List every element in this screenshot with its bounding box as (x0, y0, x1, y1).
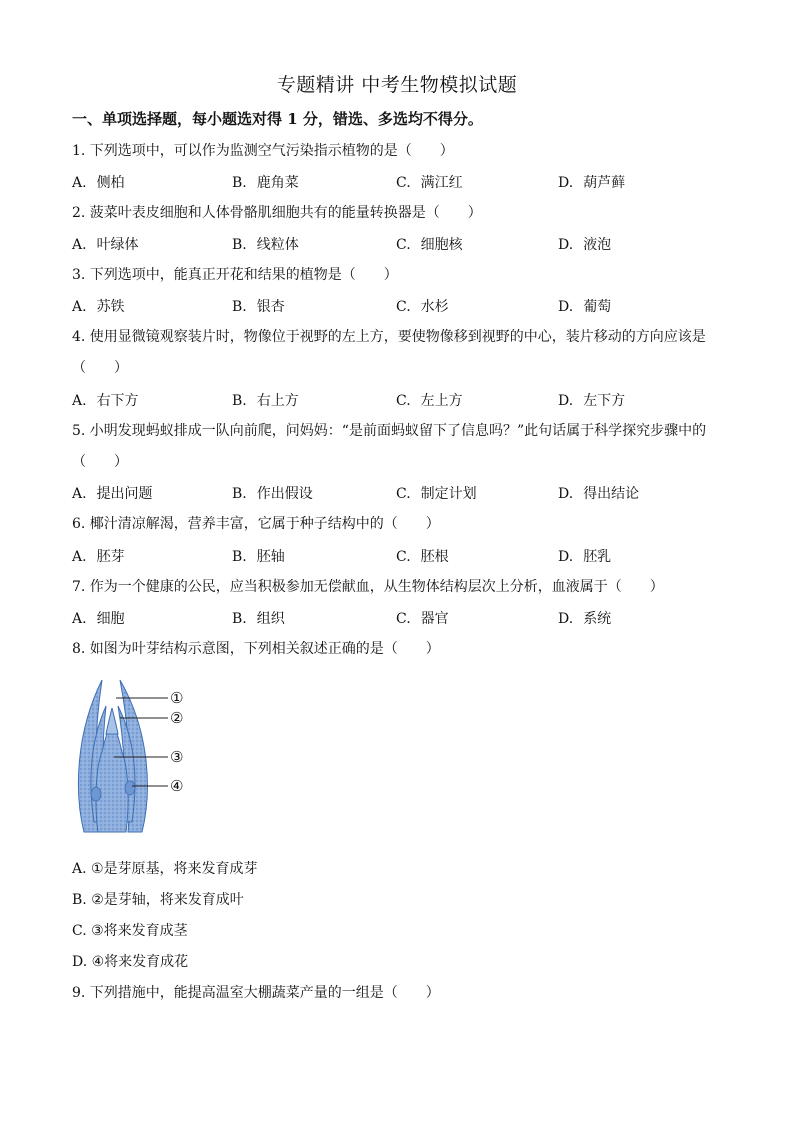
option-text: 系统 (583, 611, 612, 627)
option-c (396, 390, 463, 410)
option-a (72, 172, 125, 192)
option-text: 左下方 (583, 393, 626, 409)
option-key: D. (558, 299, 574, 315)
option-key: A. (72, 611, 87, 627)
option-text: 叶绿体 (96, 237, 139, 253)
question-6-options (72, 546, 722, 566)
option-text: 苏铁 (96, 299, 125, 315)
question-3-stem: 3. 下列选项中，能真正开花和结果的植物是（ ） (72, 267, 398, 283)
option-key: B. (232, 393, 247, 409)
option-text: 细胞 (96, 611, 125, 627)
q8-option-c: C. ③将来发育成茎 (72, 923, 188, 939)
option-text: 线粒体 (256, 237, 299, 253)
option-key: B. (232, 175, 247, 191)
option-key: D. (558, 486, 574, 502)
option-key: D. (558, 611, 574, 627)
option-text: 葡萄 (583, 299, 612, 315)
option-text: 满江红 (420, 175, 463, 191)
option-text: 制定计划 (420, 486, 477, 502)
option-key: A. (72, 237, 87, 253)
label-4: ④ (170, 777, 184, 795)
bud-primordium-right (125, 781, 135, 795)
option-b (232, 483, 313, 503)
label-2: ② (170, 709, 184, 727)
question-2-stem: 2. 菠菜叶表皮细胞和人体骨骼肌细胞共有的能量转换器是（ ） (72, 205, 482, 221)
option-key: C. (396, 237, 411, 253)
question-5-stem: 5. 小明发现蚂蚁排成一队向前爬，问妈妈：“是前面蚂蚁留下了信息吗？”此句话属于科学探究步骤中的 (72, 423, 707, 439)
option-key: A. (72, 175, 87, 191)
option-d (558, 546, 611, 566)
option-text: 鹿角菜 (256, 175, 299, 191)
option-key: A. (72, 393, 87, 409)
option-key: B. (232, 237, 247, 253)
option-text: 器官 (420, 611, 449, 627)
question-7-stem: 7. 作为一个健康的公民，应当积极参加无偿献血，从生物体结构层次上分析，血液属于（ ） (72, 579, 664, 595)
option-key: A. (72, 299, 87, 315)
option-b (232, 172, 299, 192)
option-key: A. (72, 486, 87, 502)
question-8-stem: 8. 如图为叶芽结构示意图，下列相关叙述正确的是（ ） (72, 641, 440, 657)
question-5-paren: （ ） (72, 454, 128, 470)
option-key: D. (558, 175, 574, 191)
option-text: 胚芽 (96, 549, 125, 565)
option-a (72, 296, 125, 316)
label-3: ③ (170, 748, 184, 766)
option-text: 胚根 (420, 549, 449, 565)
question-4-stem: 4. 使用显微镜观察装片时，物像位于视野的左上方，要使物像移到视野的中心，装片移动的方向应该是 (72, 329, 706, 345)
section-heading: 一、单项选择题，每小题选对得 1 分，错选、多选均不得分。 (72, 110, 483, 128)
label-1: ① (170, 689, 184, 707)
option-key: B. (232, 611, 247, 627)
option-key: A. (72, 549, 87, 565)
question-4-options (72, 390, 722, 410)
option-a (72, 234, 139, 254)
option-text: 组织 (256, 611, 285, 627)
question-9-stem: 9. 下列措施中，能提高温室大棚蔬菜产量的一组是（ ） (72, 985, 440, 1001)
option-key: C. (396, 611, 411, 627)
option-a (72, 390, 139, 410)
question-4-paren: （ ） (72, 360, 128, 376)
option-c (396, 296, 449, 316)
option-text: 细胞核 (420, 237, 463, 253)
option-key: B. (232, 486, 247, 502)
option-text: 葫芦藓 (583, 175, 626, 191)
q8-option-d: D. ④将来发育成花 (72, 954, 189, 970)
option-key: C. (396, 393, 411, 409)
option-text: 作出假设 (256, 486, 313, 502)
question-1-stem: 1. 下列选项中，可以作为监测空气污染指示植物的是（ ） (72, 143, 454, 159)
option-c (396, 608, 449, 628)
option-key: B. (232, 549, 247, 565)
page-title: 专题精讲 中考生物模拟试题 (276, 74, 518, 96)
option-d (558, 234, 611, 254)
q8-option-b: B. ②是芽轴，将来发育成叶 (72, 892, 244, 908)
option-text: 右下方 (96, 393, 139, 409)
option-b (232, 390, 299, 410)
option-text: 胚乳 (583, 549, 612, 565)
option-d (558, 483, 639, 503)
option-d (558, 608, 611, 628)
option-text: 左上方 (420, 393, 463, 409)
option-key: C. (396, 299, 411, 315)
option-d (558, 296, 611, 316)
option-d (558, 172, 625, 192)
option-text: 右上方 (256, 393, 299, 409)
question-3-options (72, 296, 722, 316)
option-text: 侧柏 (96, 175, 125, 191)
option-c (396, 234, 463, 254)
option-b (232, 296, 285, 316)
question-1-options (72, 172, 722, 192)
option-key: B. (232, 299, 247, 315)
option-text: 液泡 (583, 237, 612, 253)
growing-tip (106, 708, 118, 734)
option-b (232, 234, 299, 254)
option-key: D. (558, 393, 574, 409)
option-c (396, 172, 463, 192)
question-7-options (72, 608, 722, 628)
option-c (396, 483, 477, 503)
option-a (72, 546, 125, 566)
option-c (396, 546, 449, 566)
option-text: 胚轴 (256, 549, 285, 565)
option-key: C. (396, 486, 411, 502)
option-key: C. (396, 175, 411, 191)
option-text: 得出结论 (583, 486, 640, 502)
leaf-bud-diagram (72, 672, 202, 840)
option-key: D. (558, 549, 574, 565)
q8-option-a: A. ①是芽原基，将来发育成芽 (72, 861, 258, 877)
question-2-options (72, 234, 722, 254)
option-key: D. (558, 237, 574, 253)
option-b (232, 608, 285, 628)
question-6-stem: 6. 椰汁清凉解渴，营养丰富，它属于种子结构中的（ ） (72, 516, 440, 532)
option-text: 银杏 (256, 299, 285, 315)
option-key: C. (396, 549, 411, 565)
option-b (232, 546, 285, 566)
option-a (72, 608, 125, 628)
option-a (72, 483, 153, 503)
option-d (558, 390, 625, 410)
question-5-options (72, 483, 722, 503)
option-text: 提出问题 (96, 486, 153, 502)
bud-primordium-left (91, 787, 101, 801)
option-text: 水杉 (420, 299, 449, 315)
